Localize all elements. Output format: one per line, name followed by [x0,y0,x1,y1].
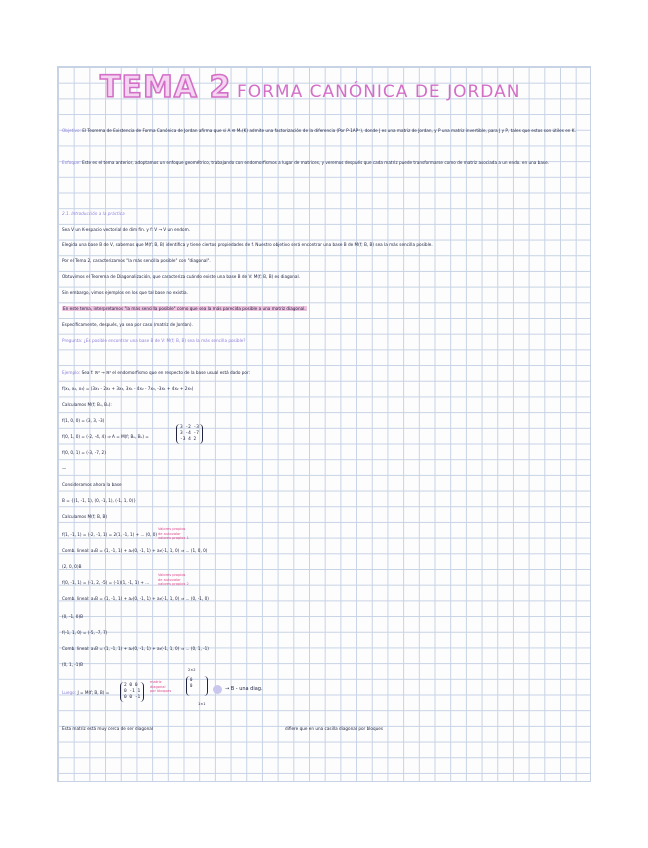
ejemplo-intro-text: Sea f: ℝ³ → ℝ³ el endomorfismo que en respecto de la base usual está dado por: [81,370,251,375]
title-tema: TEMA 2 [100,70,232,105]
comb1-line: Comb. lineal: a₁B = (1, -1, 1) + a₂(0, -1, 1) + a₃(-1, 1, 0) ⇒ ... (1, 0, 0) [62,548,208,553]
coef3-line: (0, 1, -1)B [62,662,83,667]
base-b: B = {(1, -1, 1), (0, -1, 1), (-1, 1, 0)} [62,498,136,503]
section-heading: 2.1. Introducción a la práctica [62,211,125,216]
matrix-j-row: 0 0 -1 [124,695,141,700]
ejemplo-intro [62,370,250,376]
coef2-line: (0, -1, 0)B [62,614,83,619]
section-line-5: Sin embargo, vimos ejemplos en los que tal base no existía. [62,290,188,295]
section-line-6-text: En este tema, interpretamos "la más sencilla posible" como que sea la más parecida posible a una matriz diagonal. [63,306,306,311]
diag-sketch [186,676,208,696]
section-line-7: Específicamente, después, ya sea por caso (matriz de Jordan). [62,322,193,327]
title-rest: FORMA CANÓNICA DE JORDAN [236,82,521,102]
objetivo-text: El Teorema de Existencia de Forma Canónica de Jordan afirma que si A ∈ Mₙ(K) admite una factorización de la diferencia (Por P-1AP⁼), donde J es una matriz de Jordan, y P una matriz invertible, para J y P, tales que estos son útiles en K. [82,128,576,133]
note-2-line: Valores propios [158,573,186,577]
final-left: Esta matriz está muy cerca de ser diagonal [62,726,153,731]
matrix-a-row: -3 4 2 [180,437,197,442]
note-2-line: valores propios 2 [158,582,189,586]
comb3-line: Comb. lineal: a₁B = (1, -1, 1) + a₂(0, -1, 1) + a₃(-1, 1, 0) ⇒ ... (0, 1, -1) [62,646,209,651]
section-line-2: Elegida una base B de V, sabemos que M(f; B, B) identifica y tiene ciertos propiedades de f. Nuestro objetivo será encontrar una base B de M(f; B, B) sea la más sencilla posible. [62,242,433,247]
note-1-line: Valores propios [158,527,186,531]
enfoque-paragraph [62,160,582,166]
note-j-line: diagonal [150,684,166,689]
coef1-line: (2, 0, 0)B [62,564,82,569]
ejemplo-img1: f(1, 0, 0) = (3, 3, -3) [62,418,105,423]
calc-b: Calculamos M(f; B, B) [62,514,107,519]
enfoque-label: Enfoque: [62,160,81,165]
note-2 [158,573,189,587]
diag-side: 0 [190,683,193,688]
diag-mid: 0 [190,677,193,682]
section-line-3: Por el Tema 2, caracterizamos "la más sencilla posible" con "diagonal". [62,258,211,263]
diag-bot: 1×1 [198,702,206,706]
luego-line [62,690,109,696]
section-line-8: Pregunta: ¿Es posible encontrar una base B de V: M(f; B, B) sea la más sencilla posible? [62,338,246,343]
matrix-j-row: 0 -1 1 [124,689,141,694]
matrix-j [120,682,144,702]
note-j-line: por bloques [150,689,172,693]
note-j [150,680,171,694]
ejemplo-img2-text: f(0, 1, 0) = (-2, -4, 4) [62,434,106,439]
matrix-j-row: 2 0 0 [124,683,138,688]
page-title [100,70,520,105]
divider-dash: — [62,466,67,471]
arrow-note: → B - una diag. [225,686,263,692]
matrix-a-row: 3 -4 -7 [180,431,199,436]
luego-label: Luego: [62,690,77,695]
section-line-1: Sea V un K-espacio vectorial de dim fin. y f: V → V un endom. [62,227,190,232]
note-1-line: valores propios 1 [158,536,189,540]
enfoque-text: Este es el tema anterior, adoptamos un enfoque geométrico, trabajando con endomorfismos a lugar de matrices, y veremos después que cada matriz puede transformarse como de matriz asociada a un endo. en una base. [81,160,549,165]
objetivo-label: Objetivo: [62,128,81,133]
f1-line: f(1, -1, 1) = (-2, -1, 1) = 2(1, -1, 1) + ... (0, 0) [62,532,158,537]
section-line-4: Obtuvimos el Teorema de Diagonalización, que caracteriza cuándo existe una base B de V: M(f; B, B) es diagonal. [62,274,300,279]
objetivo-paragraph [62,128,582,134]
matrix-a [176,424,203,444]
diag-top: 2×2 [188,668,196,672]
note-1-line: de autovalor [158,531,181,536]
consider-line: Consideramos ahora la base [62,482,122,487]
f3-line: f(-1, 1, 0) = (-5, -7, 7) [62,630,108,635]
ejemplo-label: Ejemplo: [62,370,81,375]
ejemplo-img2-arrow: ⇒ A = M(f; Bᵤ, Bᵤ) = [107,434,149,439]
note-2-line: de autovalor [158,577,181,582]
grid-paper [57,66,591,782]
f2-line: f(0, -1, 1) = (-1, 2, -5) = (-1)(1, -1, 1) + ... [62,580,150,585]
highlight-dot [213,685,222,694]
final-right: difiere que en una casilla diagonal por bloques [285,726,384,731]
section-line-6 [62,306,307,312]
luego-text: J = M(f; B, B) = [77,690,110,695]
ejemplo-img2 [62,434,149,440]
comb2-line: Comb. lineal: a₁B = (1, -1, 1) + a₂(0, -1, 1) + a₃(-1, 1, 0) ⇒ ... (0, -1, 0) [62,596,209,601]
matrix-a-row: 3 -2 -3 [180,425,199,430]
ejemplo-img3: f(0, 0, 1) = (-3, -7, 2) [62,450,106,455]
note-j-line: matriz [150,680,162,684]
ejemplo-def: f(x₁, x₂, x₃) = (3x₁ - 2x₂ + 3x₃, 3x₁ - 4x₂ - 7x₃, -3x₁ + 4x₂ + 2x₃) [62,386,194,391]
note-1 [158,527,189,541]
ejemplo-calc: Calculamos M(f; Bᵤ, Bᵤ): [62,402,112,407]
